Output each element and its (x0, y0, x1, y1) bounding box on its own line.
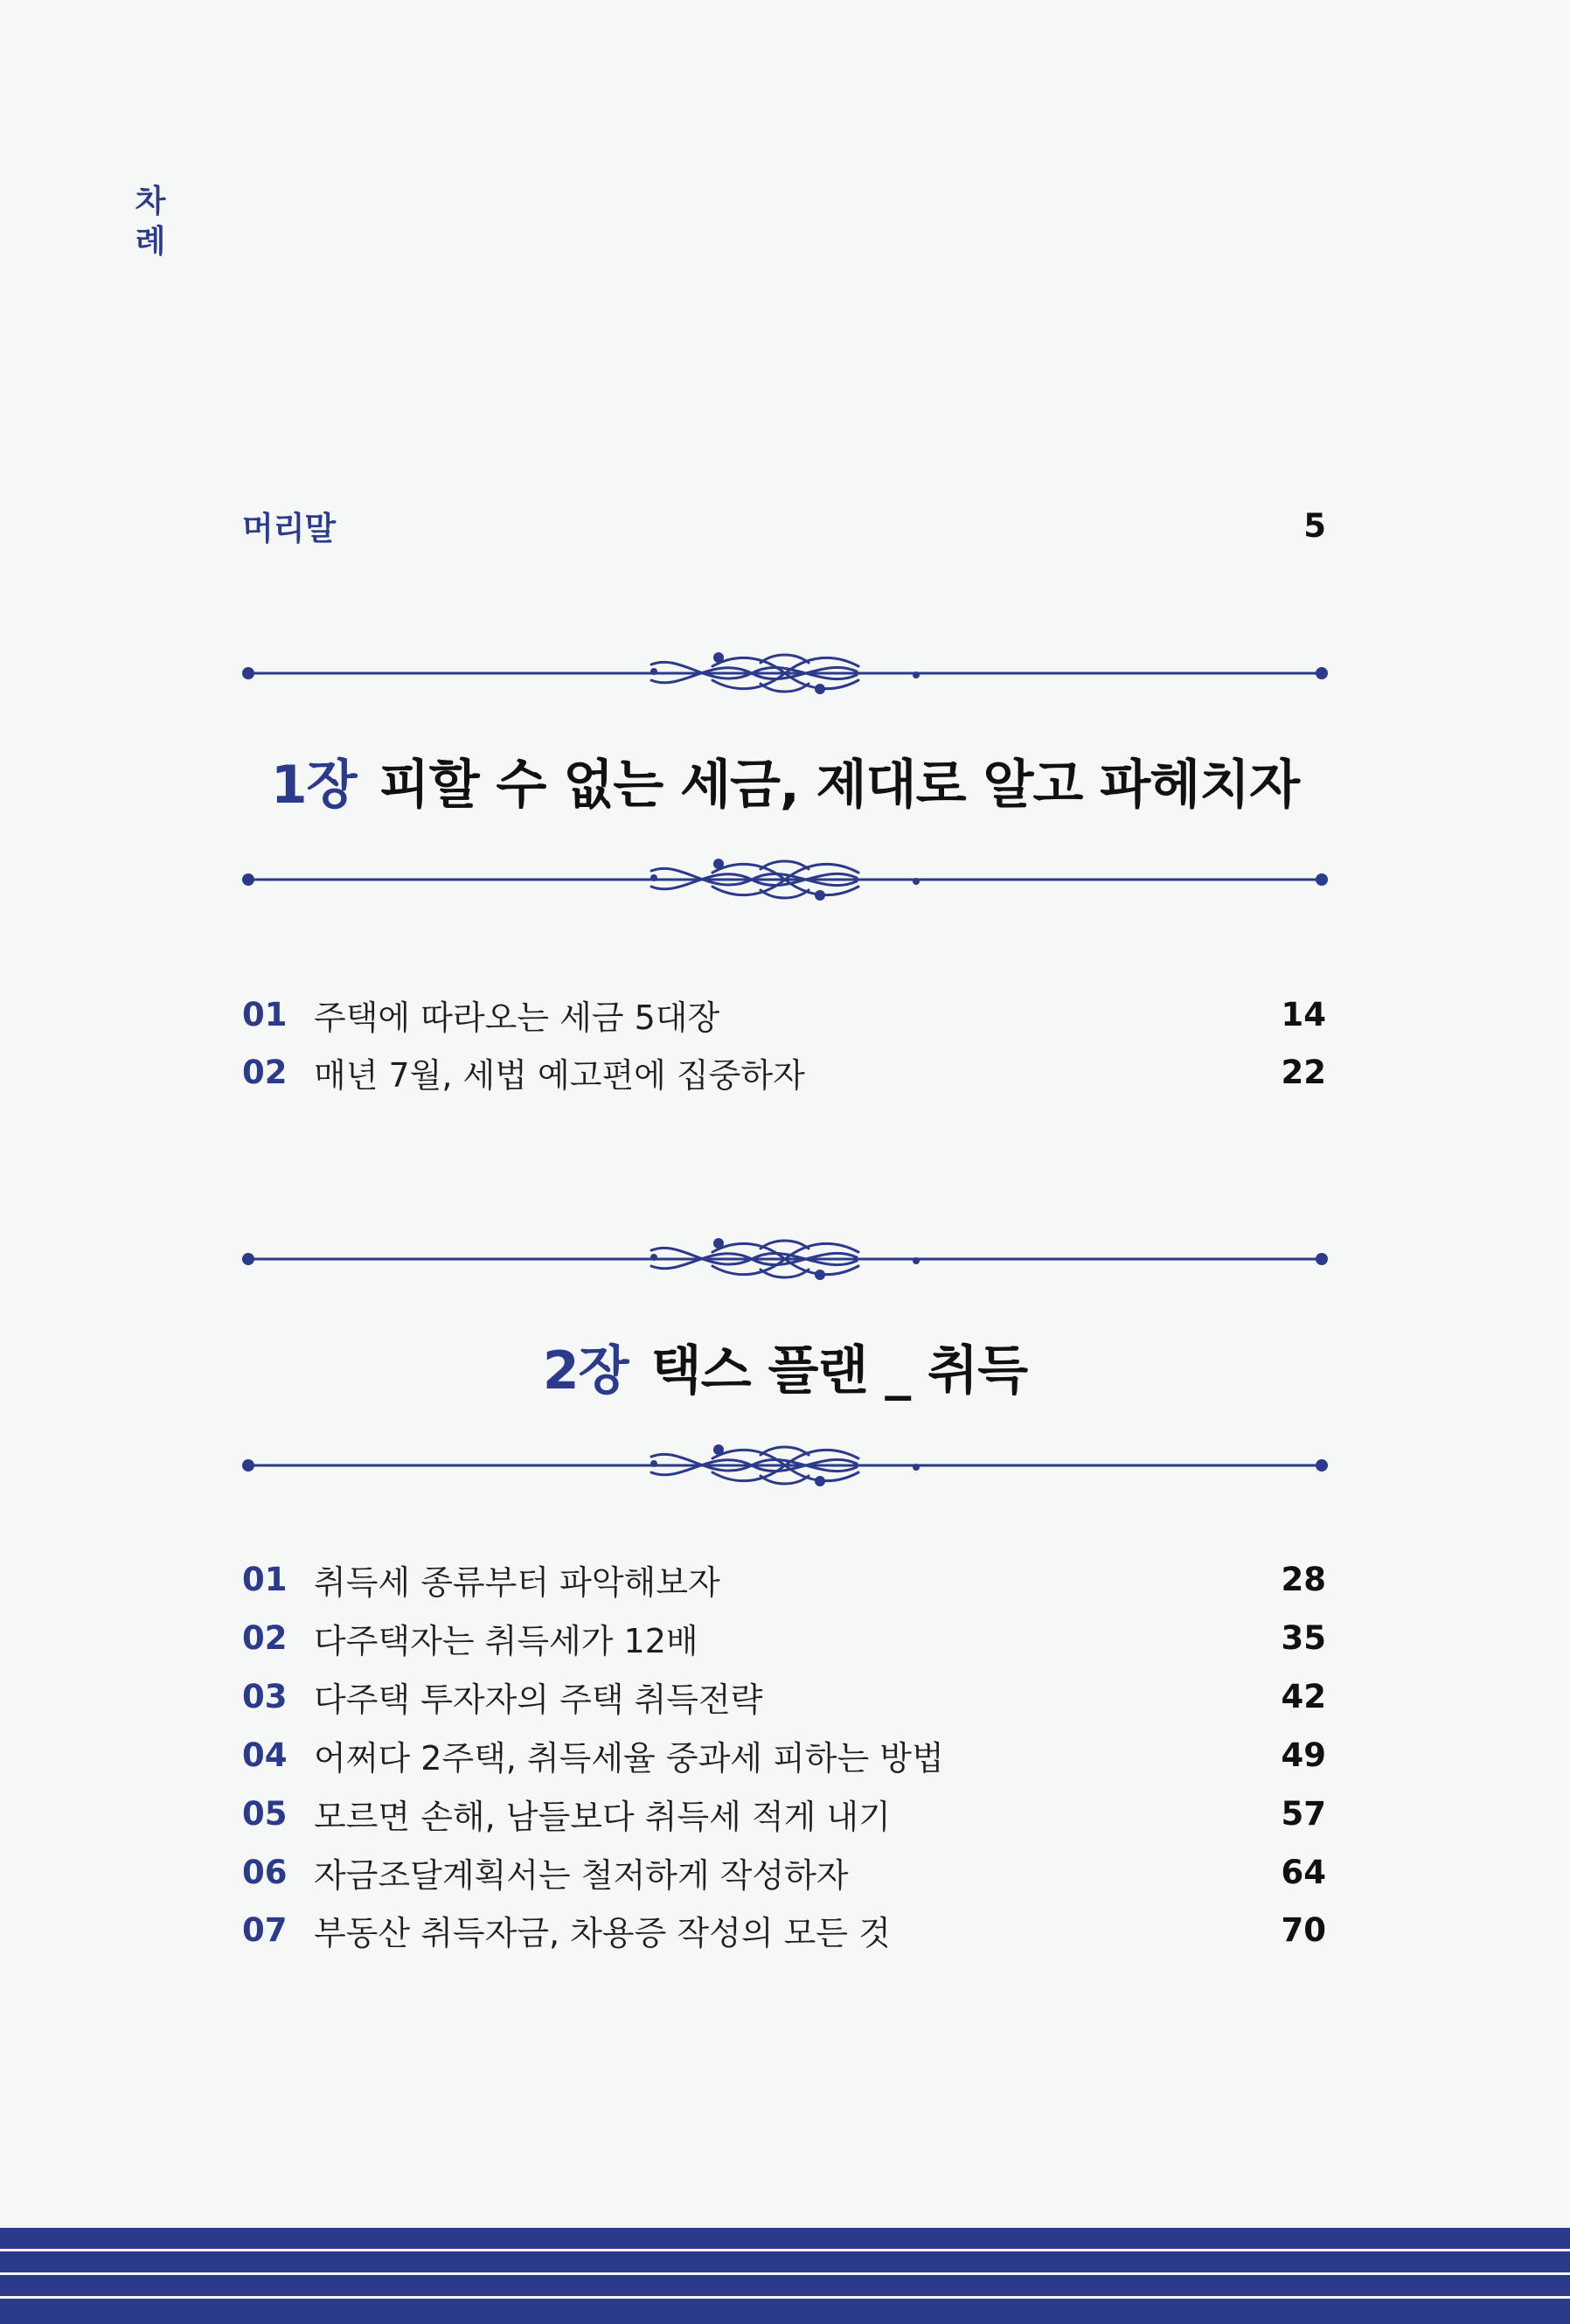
chapter-title: 택스 플랜 _ 취득 (650, 1340, 1028, 1402)
footer-stripe (0, 2275, 1570, 2296)
chapter-heading (0, 1329, 1570, 1404)
entry-number: 02 (242, 1618, 288, 1657)
toc-entry[interactable] (242, 1046, 1326, 1098)
entry-title: 모르면 손해, 남들보다 취득세 적게 내기 (314, 1797, 891, 1836)
entry-title: 매년 7월, 세법 예고편에 집중하자 (314, 1055, 805, 1095)
page-number: 28 (1281, 1560, 1326, 1598)
entry-number: 01 (242, 995, 288, 1033)
toc-entry[interactable] (242, 1903, 1326, 1956)
entry-number: 01 (242, 1560, 288, 1598)
toc-title-char: 례 (135, 224, 166, 260)
page-number: 49 (1281, 1736, 1326, 1774)
entry-title: 다주택자는 취득세가 12배 (314, 1621, 698, 1660)
ornamental-divider (236, 1439, 1334, 1492)
footer-stripe (0, 2228, 1570, 2249)
toc-entry[interactable] (242, 1611, 1326, 1664)
ornamental-divider (236, 853, 1334, 906)
entry-title: 어쩌다 2주택, 취득세율 중과세 피하는 방법 (314, 1738, 944, 1778)
toc-entry-preface[interactable] (242, 499, 1326, 552)
page-number: 57 (1281, 1794, 1326, 1833)
toc-entry[interactable] (242, 1787, 1326, 1840)
entry-title: 취득세 종류부터 파악해보자 (314, 1562, 720, 1602)
footer-stripes (0, 2228, 1570, 2324)
toc-entry[interactable] (242, 1553, 1326, 1605)
toc-entry[interactable] (242, 1729, 1326, 1781)
page-number: 64 (1281, 1853, 1326, 1891)
chapter-heading (0, 743, 1570, 818)
page-number: 14 (1281, 995, 1326, 1033)
preface-title: 머리말 (242, 510, 337, 547)
toc-entry[interactable] (242, 1846, 1326, 1898)
entry-number: 03 (242, 1677, 288, 1715)
toc-entry[interactable] (242, 988, 1326, 1040)
entry-number: 02 (242, 1053, 288, 1091)
entry-number: 05 (242, 1794, 288, 1833)
entry-title: 자금조달계획서는 철저하게 작성하자 (314, 1855, 849, 1895)
entry-number: 06 (242, 1853, 288, 1891)
entry-title: 주택에 따라오는 세금 5대장 (314, 998, 720, 1037)
chapter-label: 1장 (270, 755, 357, 816)
chapter-title: 피할 수 없는 세금, 제대로 알고 파헤치자 (379, 755, 1300, 816)
page-number: 70 (1281, 1910, 1326, 1949)
entry-number: 07 (242, 1910, 288, 1949)
toc-title (131, 182, 170, 262)
toc-title-char: 차 (135, 184, 166, 219)
footer-stripe (0, 2299, 1570, 2324)
entry-number: 04 (242, 1736, 288, 1774)
entry-title: 다주택 투자자의 주택 취득전략 (314, 1680, 763, 1719)
toc-entry[interactable] (242, 1670, 1326, 1722)
chapter-label: 2장 (542, 1340, 629, 1402)
page-number: 35 (1281, 1618, 1326, 1657)
page-number: 5 (1303, 506, 1326, 545)
footer-stripe (0, 2251, 1570, 2272)
ornamental-divider (236, 1233, 1334, 1285)
page-number: 22 (1281, 1053, 1326, 1091)
page-number: 42 (1281, 1677, 1326, 1715)
entry-title: 부동산 취득자금, 차용증 작성의 모든 것 (314, 1913, 891, 1952)
ornamental-divider (236, 647, 1334, 699)
